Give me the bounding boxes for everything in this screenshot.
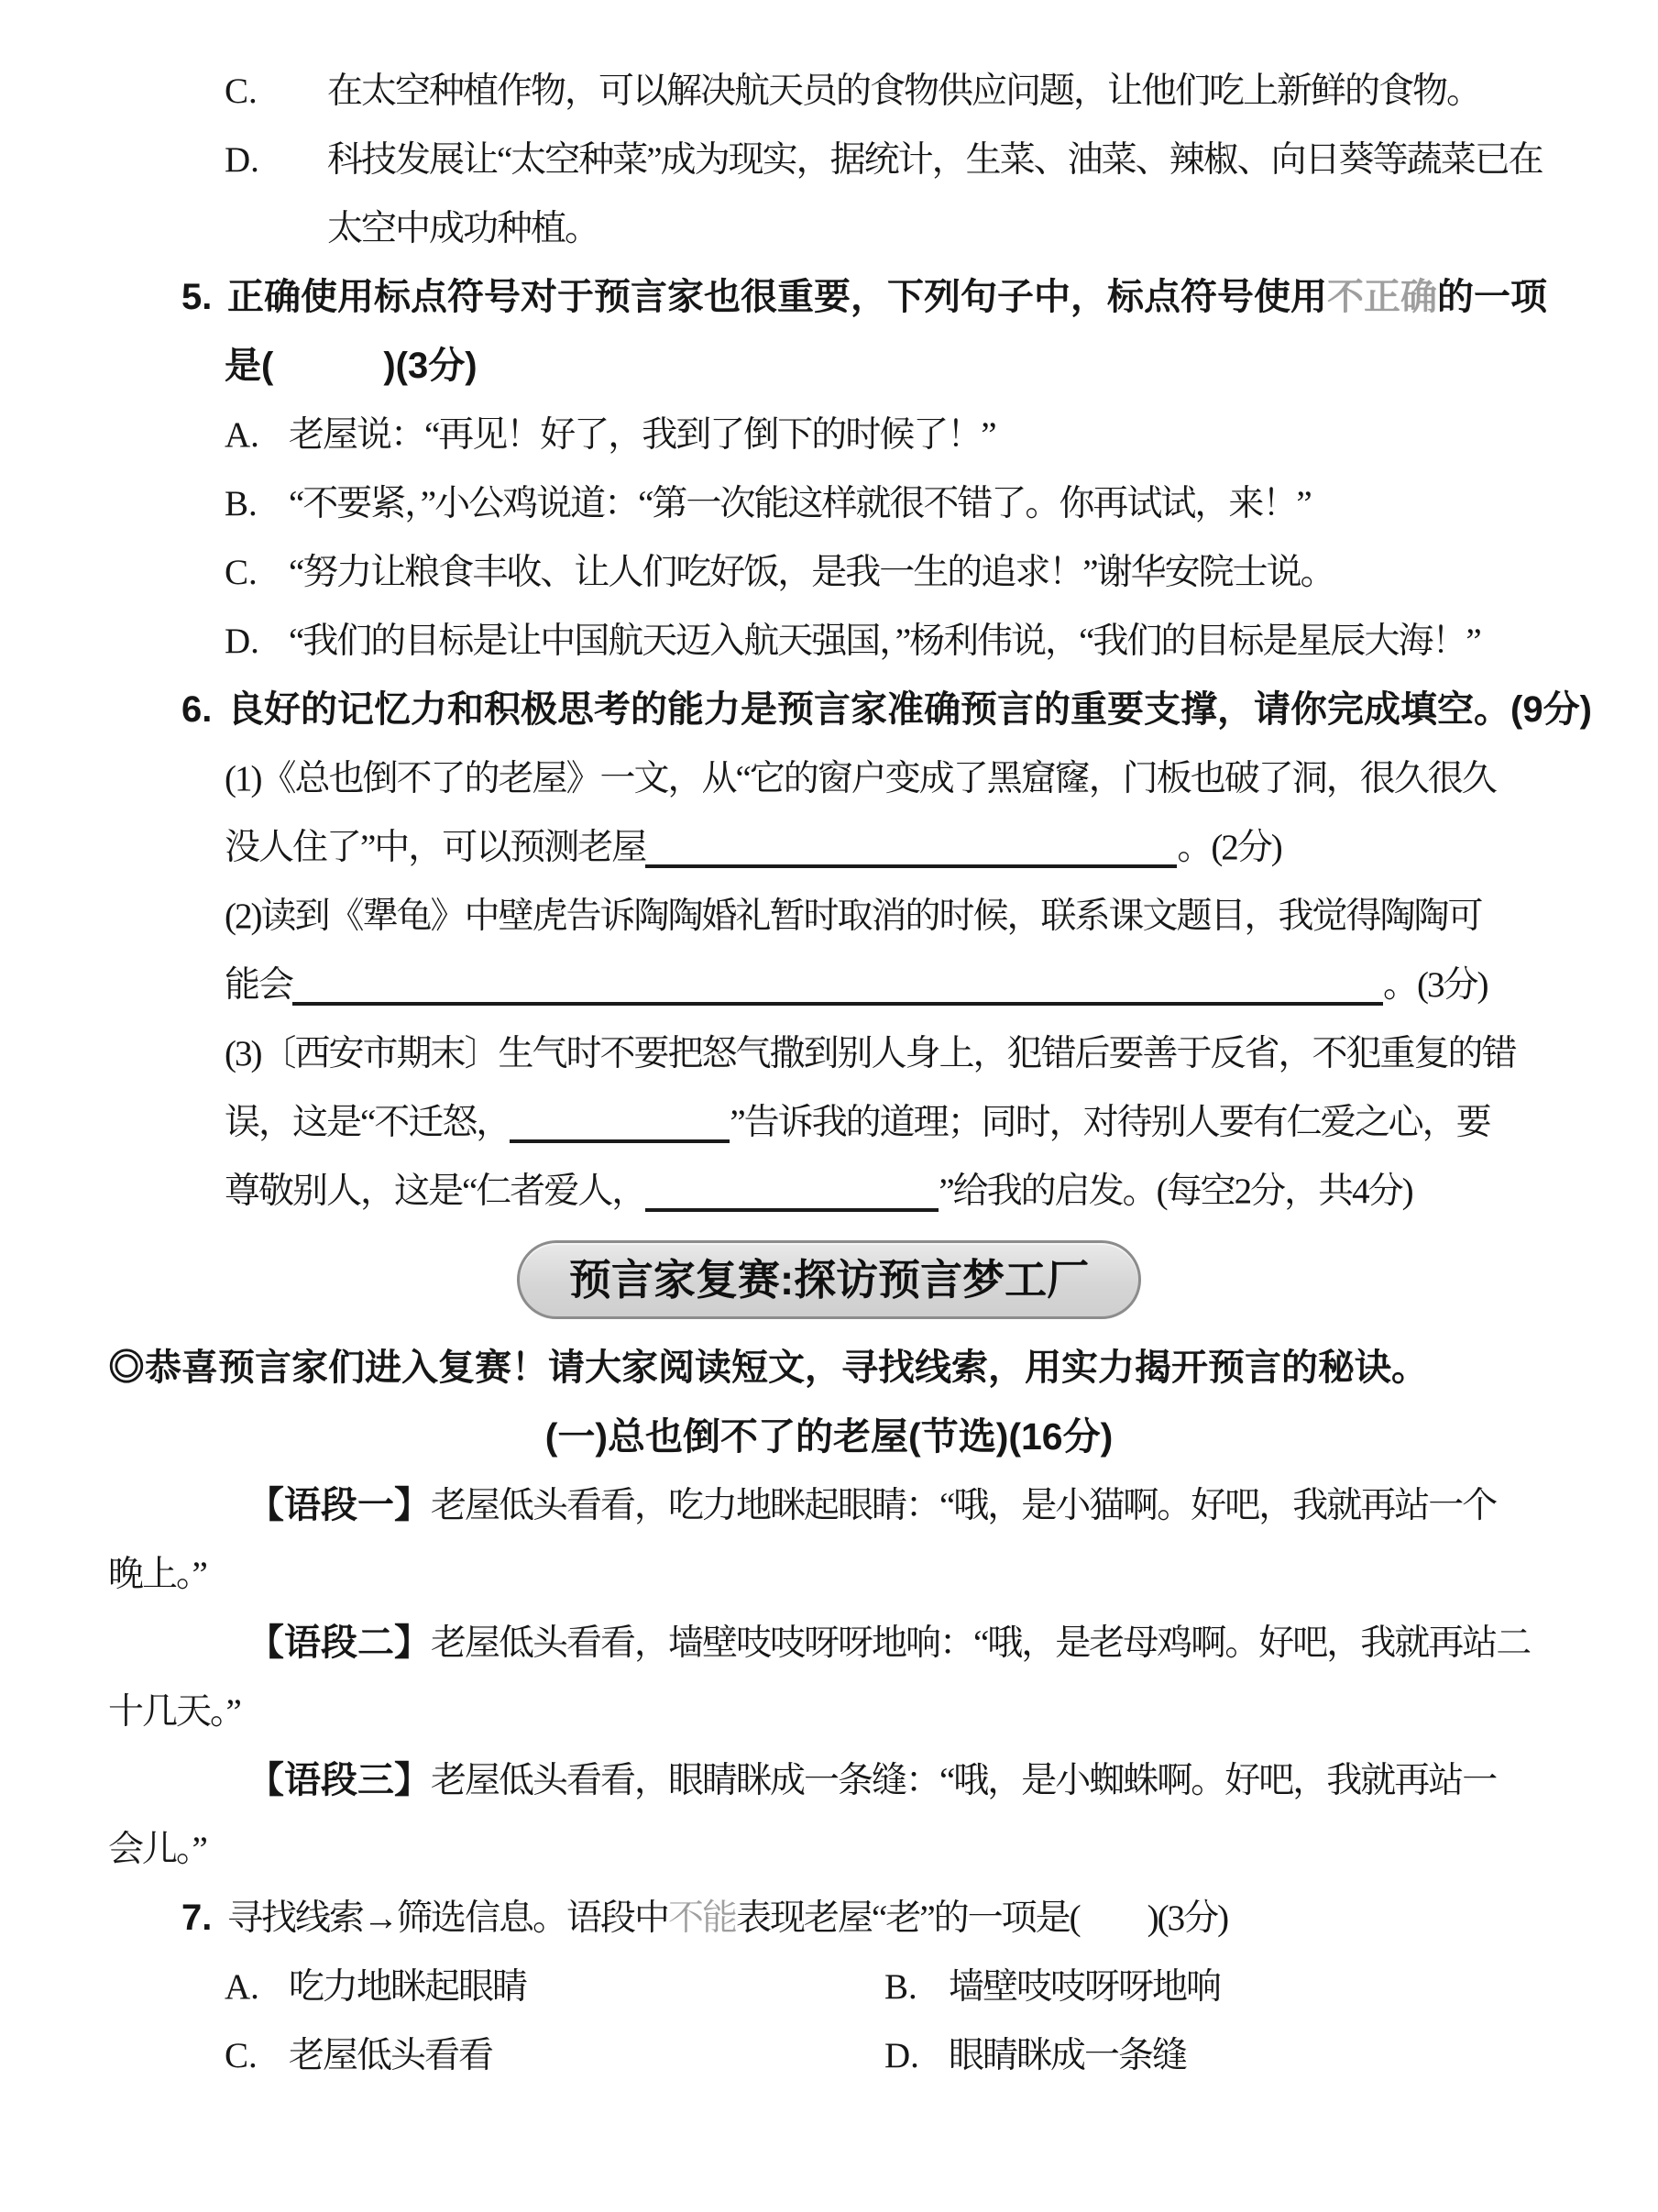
prev-option-c <box>225 57 1658 126</box>
q7-option-d <box>884 2021 1658 2090</box>
passage-1-text: 老屋低头看看，吃力地眯起眼睛：“哦，是小猫啊。好吧，我就再站一个 <box>431 1486 1497 1525</box>
q5-stem-part2: 的一项 <box>1437 277 1547 317</box>
option-text: 吃力地眯起眼睛 <box>289 1967 527 2007</box>
prev-option-d-continuation: 太空中成功种植。 <box>327 209 599 248</box>
q6-sub3-text1: 误，这是“不迁怒， <box>225 1103 511 1142</box>
q7-number: 7. <box>181 1898 213 1938</box>
option-text: 墙壁吱吱呀呀地响 <box>949 1967 1221 2007</box>
q6-sub2-score: 。(3分) <box>1383 965 1488 1005</box>
q7-options-row1 <box>225 1953 1658 2021</box>
q7-option-b <box>884 1953 1658 2021</box>
q6-number: 6. <box>181 689 213 730</box>
option-text: 在太空种植作物，可以解决航天员的食物供应问题，让他们吃上新鲜的食物。 <box>327 72 1481 111</box>
option-text: “努力让粮食丰收、让人们吃好饭，是我一生的追求！”谢华安院士说。 <box>289 553 1334 592</box>
q6-stem <box>181 676 1658 744</box>
passage-1-marker: 【语段一】 <box>247 1485 431 1525</box>
answer-blank <box>510 1138 730 1143</box>
passage-2-line1 <box>247 1609 1658 1678</box>
reading-title: (一)总也倒不了的老屋(节选)(16分) <box>544 1415 1114 1458</box>
q7-stem-text <box>227 1884 1227 1953</box>
q6-sub3-line3 <box>225 1157 1658 1226</box>
q5-number: 5. <box>181 277 213 317</box>
option-label: A. <box>225 415 259 455</box>
q5-stem-emphasis: 不正确 <box>1327 277 1437 317</box>
q7-option-c <box>225 2021 884 2090</box>
option-label: C. <box>225 72 258 111</box>
option-label: C. <box>225 553 258 592</box>
passage-1-line1 <box>247 1471 1658 1540</box>
q6-sub3-text3: 尊敬别人，这是“仁者爱人， <box>225 1172 646 1211</box>
answer-blank <box>645 1206 939 1212</box>
q6-stem-text: 良好的记忆力和积极思考的能力是预言家准确预言的重要支撑，请你完成填空。(9分) <box>227 689 1592 730</box>
q6-sub1-score: 。(2分) <box>1177 828 1281 867</box>
q6-sub3-line2 <box>225 1088 1658 1157</box>
option-label: D. <box>225 622 259 661</box>
option-text: 老屋低头看看 <box>289 2036 493 2075</box>
q5-stem-text <box>227 263 1547 332</box>
option-label: B. <box>225 484 258 523</box>
q7-stem-part2: 表现老屋“老”的一项是( )(3分) <box>736 1898 1228 1938</box>
option-text: 老屋说：“再见！好了，我到了倒下的时候了！” <box>289 415 995 455</box>
passage-2-marker: 【语段二】 <box>247 1623 431 1663</box>
option-label: D. <box>225 140 259 180</box>
passage-1-line2: 晚上。” <box>108 1555 206 1594</box>
passage-3-line1 <box>247 1746 1658 1815</box>
passage-3-text: 老屋低头看看，眼睛眯成一条缝：“哦，是小蜘蛛啊。好吧，我就再站一 <box>431 1761 1497 1800</box>
q6-sub2-line1: (2)读到《犟龟》中壁虎告诉陶陶婚礼暂时取消的时候，联系课文题目，我觉得陶陶可 <box>225 897 1482 936</box>
option-label: B. <box>884 1967 917 2007</box>
q6-sub1-line1: (1)《总也倒不了的老屋》一文，从“它的窗户变成了黑窟窿，门板也破了洞，很久很久 <box>225 759 1496 798</box>
q5-stem-line2: 是( )(3分) <box>225 346 478 386</box>
q7-stem-part1: 寻找线索→筛选信息。语段中 <box>227 1898 669 1938</box>
option-label: D. <box>884 2036 919 2075</box>
option-text: “我们的目标是让中国航天迈入航天强国，”杨利伟说，“我们的目标是星辰大海！” <box>289 622 1480 661</box>
section-banner-row <box>0 1226 1658 1334</box>
option-label: A. <box>225 1967 259 2007</box>
option-text: 眼睛眯成一条缝 <box>949 2036 1187 2075</box>
section-banner: 预言家复赛:探访预言梦工厂 <box>517 1240 1141 1319</box>
q6-sub3-text2: ”告诉我的道理；同时，对待别人要有仁爱之心，要 <box>730 1103 1490 1142</box>
answer-blank <box>292 1000 1383 1006</box>
option-text: 科技发展让“太空种菜”成为现实，据统计，生菜、油菜、辣椒、向日葵等蔬菜已在 <box>327 140 1543 180</box>
q6-sub1-line2 <box>225 813 1658 882</box>
q7-stem <box>181 1884 1658 1953</box>
q5-option-d <box>225 607 1658 676</box>
q6-sub1-text: 没人住了”中，可以预测老屋 <box>225 828 646 867</box>
option-label: C. <box>225 2036 258 2075</box>
q5-stem-part1: 正确使用标点符号对于预言家也很重要，下列句子中，标点符号使用 <box>227 277 1327 317</box>
passage-2-text: 老屋低头看看，墙壁吱吱呀呀地响：“哦，是老母鸡啊。好吧，我就再站二 <box>431 1623 1531 1663</box>
q6-sub3-score: ”给我的启发。(每空2分，共4分) <box>939 1172 1412 1211</box>
section-intro: ◎恭喜预言家们进入复赛！请大家阅读短文，寻找线索，用实力揭开预言的秘诀。 <box>108 1348 1428 1388</box>
prev-option-d <box>225 126 1658 194</box>
answer-blank <box>645 863 1177 868</box>
q6-sub2-line2 <box>225 951 1658 1019</box>
passage-3-marker: 【语段三】 <box>247 1760 431 1800</box>
q7-stem-emphasis: 不能 <box>668 1898 737 1938</box>
q7-option-a <box>225 1953 884 2021</box>
q5-stem <box>181 263 1658 332</box>
q7-options-row2 <box>225 2021 1658 2090</box>
option-text: “不要紧，”小公鸡说道：“第一次能这样就很不错了。你再试试，来！” <box>289 484 1311 523</box>
q6-sub2-text: 能会 <box>225 965 293 1005</box>
passage-2-line2: 十几天。” <box>108 1692 240 1732</box>
passage-3-line2: 会儿。” <box>108 1830 206 1869</box>
q5-option-c <box>225 538 1658 607</box>
q5-option-a <box>225 401 1658 469</box>
q5-option-b <box>225 469 1658 538</box>
q6-sub3-line1: (3)〔西安市期末〕生气时不要把怒气撒到别人身上，犯错后要善于反省，不犯重复的错 <box>225 1034 1516 1073</box>
